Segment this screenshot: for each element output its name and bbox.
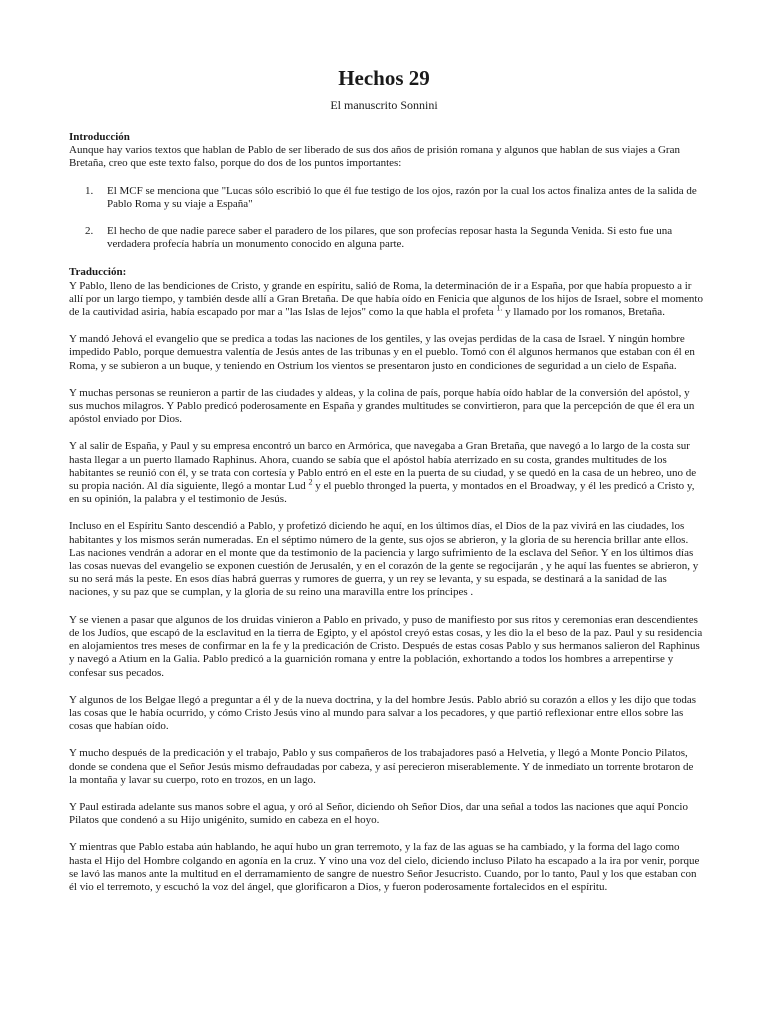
paragraph: Y al salir de España, y Paul y su empresa encontró un barco en Armórica, que navegaba a Gran Bretaña, que navegó a lo largo de la costa sur hasta llegar a un puerto llamado Raphinus. Ahora, cuando se sabía que el apóstol había aterrizado en su costa, grandes multitudes de los habitantes se reunió con él, y se trata con cortesía y Pablo entró en el este en la puerta de su ciudad, y se quedó en la casa de un hebreo, uno de su propia nación. Al día siguiente, llegó a montar Lud $^2$ y el pueblo thronged la puerta, y montados en el Broadway, y él les predicó a Cristo y, en su opinión, la palabra y el testimonio de Jesús. xyxy=(69,440,697,506)
translation-heading: Traducción: xyxy=(69,266,127,279)
document-subtitle: El manuscrito Sonnini xyxy=(330,98,438,112)
list-item-text: El hecho de que nadie parece saber el paradero de los pilares, que son profecías reposar hasta la Segunda Venida. Si esto fue una verdadera profecía habría un monumento conocido en alguna parte. xyxy=(107,225,673,251)
intro-list xyxy=(69,185,703,252)
list-item-number: 1. xyxy=(85,184,94,197)
intro-text: Aunque hay varios textos que hablan de Pablo de ser liberado de sus dos años de prisión romana y algunos que hablan de sus viajes a Gran Bretaña, creo que este texto falso, porque do dos de los puntos importantes: xyxy=(69,144,680,170)
intro-heading: Introducción xyxy=(69,131,130,143)
paragraph: Y mucho después de la predicación y el trabajo, Pablo y sus compañeros de los trabajadores pasó a Helvetia, y llegó a Monte Poncio Pilatos, donde se condena que el Señor Jesús mismo defraudadas por cabeza, y así perecieron miserablemente. Y de inmediato un torrente brotaron de la montaña y lavar su cuerpo, roto en trozos, en un lago. xyxy=(69,747,694,786)
paragraph: Y Paul estirada adelante sus manos sobre el agua, y oró al Señor, diciendo oh Señor Dios, dar una señal a todos las naciones que aquí Poncio Pilatos que condenó a su Hijo unigénito, sumido en cabeza en el hoyo. xyxy=(69,800,688,827)
paragraph: Y se vienen a pasar que algunos de los druidas vinieron a Pablo en privado, y puso de manifiesto por sus ritos y ceremonias eran descendientes de los Judíos, que escapó de la esclavitud en la tierra de Egipto, y el apóstol creyó estas cosas, y les dio la el beso de la paz. Paul y su residencia en alojamientos tres meses de confirmar en la fe y la predicación de Cristo. Después de estas cosas Pablo y sus hermanos salieron del Raphinus y navegó a Atium en la Galia. Pablo predicó a la guarnición romana y entre la población, exhortando a todos los hombres a arrepentirse y confesar sus pecados. xyxy=(69,613,703,679)
list-item-number: 2. xyxy=(85,225,94,238)
paragraph: Y Pablo, lleno de las bendiciones de Cristo, y grande en espíritu, salió de Roma, la determinación de ir a España, por que había propuesto a ir allí por un largo tiempo, y también desde allí a Gran Bretaña. De que había oído en Fenicia que algunos de los hijos de Israel, sobre el momento de la cautividad asiria, había escapado por mar a "las Islas de lejos" como la que habla el profeta $^{1.}$ y llamado por los romanos, Bretaña. xyxy=(69,279,703,319)
paragraph: Y algunos de los Belgae llegó a preguntar a él y de la nueva doctrina, y la del hombre Jesús. Pablo abrió su corazón a ellos y les dijo que todas las cosas que le había ocurrido, y cómo Cristo Jesús vino al mundo para salvar a los pecadores, y que partió reflexionar entre ellos sobre las cosas que habían oído. xyxy=(69,693,697,733)
list-item xyxy=(69,185,703,211)
paragraph: Y mientras que Pablo estaba aún hablando, he aquí hubo un gran terremoto, y la faz de las aguas se ha cambiado, y la forma del lago como hasta el Hijo del Hombre colgando en agonía en la cruz. Y vino una voz del cielo, diciendo incluso Pilato ha escapado a la ira por venir, porque se lavó las manos ante la multitud en el derramamiento de sangre de nuestro Señor Jesucristo. Cuando, por lo tanto, Paul y los que estaban con él vio el terremoto, y escuchó la voz del ángel, que glorificaron a Dios, y fueron poderosamente fortalecidos en el espíritu. xyxy=(69,841,700,893)
document-body xyxy=(69,131,703,894)
footnote-ref: 1. xyxy=(496,303,503,313)
paragraph: Incluso en el Espíritu Santo descendió a Pablo, y profetizó diciendo he aquí, en los últimos días, el Dios de la paz vivirá en las ciudades, los habitantes y los mismos serán numeradas. En el séptimo número de la gente, sus ojos se abrieron, y la gloria de su herencia brillar ante ellos. Las naciones vendrán a adorar en el monte que da testimonio de la paciencia y largo sufrimiento de la esclava del Señor. Y en los últimos días las cosas nuevas del evangelio se exponen cuestión de Jerusalén, y en el corazón de la gente se regocijarán , y he aquí las fuentes se abrieron, y su no será más la peste. En esos días habrá guerras y rumores de guerra, y un rey se levanta, y su espada, se destinará a la sanidad de las naciones, y su paz que se cumplan, y la gloria de su reino una maravilla entre los príncipes . xyxy=(69,520,699,599)
paragraph: Y mandó Jehová el evangelio que se predica a todas las naciones de los gentiles, y las ovejas perdidas de la casa de Israel. Y ningún hombre impedido Pablo, porque demuestra valentía de Jesús antes de las tribunas y en el pueblo. Tomó con él algunos hermanos que estaban con él en Roma, y se subieron a un buque, y teniendo en Ostrium los vientos se presentaron justo en condiciones de seguridad a un cielo de España. xyxy=(69,333,695,372)
footnote-ref: 2 xyxy=(308,477,313,487)
paragraph: Y muchas personas se reunieron a partir de las ciudades y aldeas, y la colina de país, porque había oído hablar de la conversión del apóstol, y sus muchos milagros. Y Pablo predicó poderosamente en España y grandes multitudes se convirtieron, para que la percepción de que él era un apóstol enviado por Dios. xyxy=(69,386,695,426)
list-item xyxy=(69,225,703,251)
list-item-text: El MCF se menciona que "Lucas sólo escribió lo que él fue testigo de los ojos, razón por la cual los actos finaliza antes de la salida de Pablo Roma y su viaje a España" xyxy=(107,184,697,210)
document-title: Hechos 29 xyxy=(338,66,430,90)
